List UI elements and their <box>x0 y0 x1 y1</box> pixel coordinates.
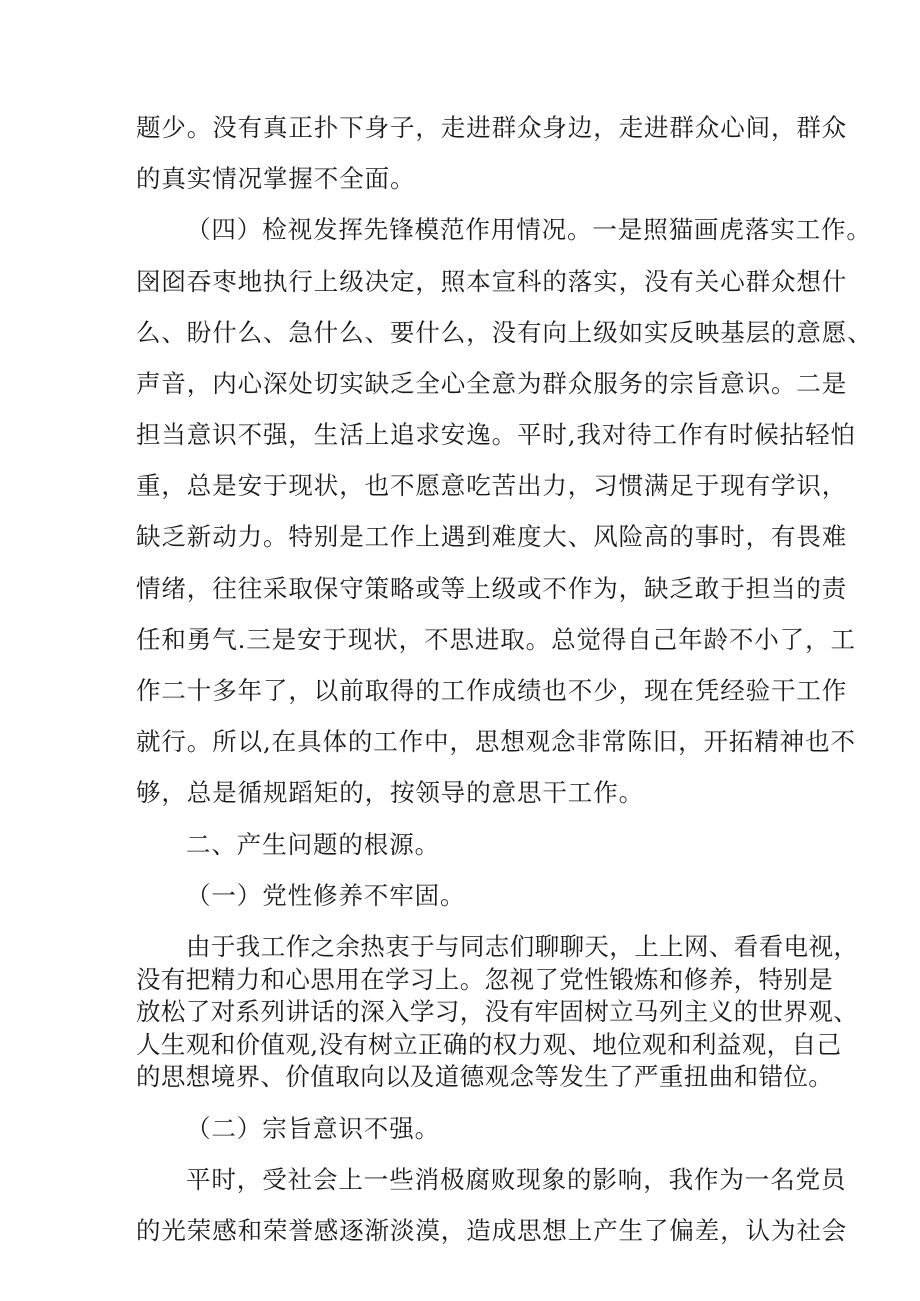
text-line: 的真实情况掌握不全面。 <box>136 164 416 193</box>
section-heading-line: （四）检视发挥先锋模范作用情况。一是照猫画虎落实工作。 <box>186 215 872 244</box>
text-line: 没有把精力和心思用在学习上。忽视了党性锻炼和修养，特别是 <box>136 965 834 994</box>
text-line: 的思想境界、价值取向以及道德观念等发生了严重扭曲和错位。 <box>136 1062 834 1091</box>
text-line: 重，总是安于现状，也不愿意吃苦出力，习惯满足于现有学识， <box>136 471 848 500</box>
text-line: 题少。没有真正扑下身子，走进群众身边，走进群众心间，群众 <box>136 113 848 142</box>
subsection-heading: （二）宗旨意识不强。 <box>186 1114 440 1143</box>
text-line: 够，总是循规蹈矩的，按领导的意思干工作。 <box>136 778 644 807</box>
text-line: 平时，受社会上一些消极腐败现象的影响，我作为一名党员 <box>186 1165 847 1194</box>
text-line: 担当意识不强，生活上追求安逸。平时,我对待工作有时候拈轻怕 <box>136 420 856 449</box>
subsection-heading: （一）党性修养不牢固。 <box>186 881 466 910</box>
text-line: 声音，内心深处切实缺乏全心全意为群众服务的宗旨意识。二是 <box>136 369 848 398</box>
text-line: 囹囵吞枣地执行上级决定，照本宣科的落实，没有关心群众想什 <box>136 267 848 296</box>
section-heading: 二、产生问题的根源。 <box>186 830 440 859</box>
text-line: 的光荣感和荣誉感逐渐淡漠，造成思想上产生了偏差，认为社会 <box>136 1216 848 1245</box>
text-line: 人生观和价值观,没有树立正确的权力观、地位观和利益观，自己 <box>136 1030 842 1059</box>
text-line: 放松了对系列讲话的深入学习，没有牢固树立马列主义的世界观、 <box>136 997 859 1026</box>
text-line: 任和勇气.三是安于现状，不思进取。总觉得自己年龄不小了，工 <box>136 625 856 654</box>
text-line: 就行。所以,在具体的工作中，思想观念非常陈旧，开拓精神也不 <box>136 727 856 756</box>
text-line: 作二十多年了，以前取得的工作成绩也不少，现在凭经验干工作 <box>136 676 848 705</box>
text-line: 么、盼什么、急什么、要什么，没有向上级如实反映基层的意愿、 <box>136 318 873 347</box>
text-line: 情绪，往往采取保守策略或等上级或不作为，缺乏敢于担当的责 <box>136 574 848 603</box>
text-line: 由于我工作之余热衷于与同志们聊聊天，上上网、看看电视， <box>186 932 859 961</box>
text-line: 缺乏新动力。特别是工作上遇到难度大、风险高的事时，有畏难 <box>136 522 848 551</box>
